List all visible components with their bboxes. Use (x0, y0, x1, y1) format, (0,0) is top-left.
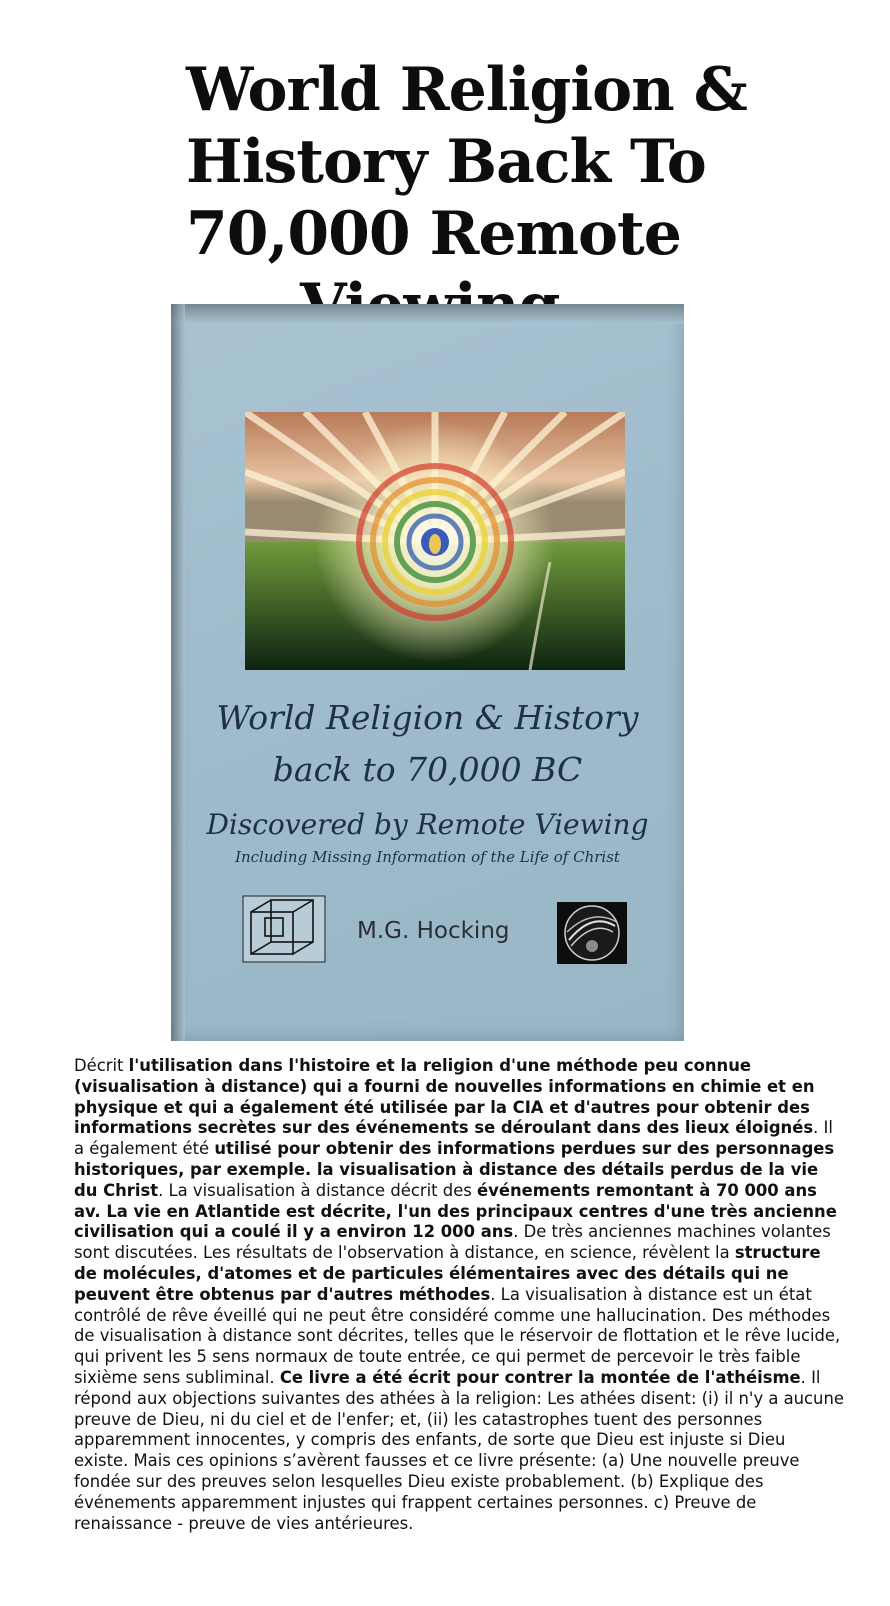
cover-subtitle: Discovered by Remote Viewing (206, 808, 649, 841)
cover-shadow-top (171, 304, 684, 324)
book-description (74, 1056, 844, 1534)
book-cover-image (171, 304, 684, 1041)
cover-illustration (245, 412, 625, 670)
description-bold-segment: événements remontant à 70 000 ans av. La vie en Atlantide est décrite, l'un des principaux centres d'une très ancienne civilisation qui a coulé il y a environ 12 000 ans (74, 1180, 837, 1242)
description-segment: . De très anciennes machines volantes sont discutées. Les résultats de l'observation à distance, en science, révèlent la (74, 1222, 831, 1263)
description-segment: . Il répond aux objections suivantes des athées à la religion: Les athées disent: (i) il n'y a aucune preuve de Dieu, ni du ciel et de l'enfer; et, (ii) les catastrophes tuent des personnes apparemment innocentes, y compris des enfants, de sorte que Dieu est injuste si Dieu existe. Mais ces opinions s’avèrent fausses et ce livre présente: (a) Une nouvelle preuve fondée sur des preuves selon lesquelles Dieu existe probablement. (b) Explique des événements apparemment injustes qui frappent certaines personnes. c) Preuve de renaissance - preuve de vies antérieures. (74, 1367, 844, 1533)
hypercube-icon (241, 894, 327, 964)
description-bold-segment: l'utilisation dans l'histoire et la religion d'une méthode peu connue (visualisation à distance) qui a fourni de nouvelles informations en chimie et en physique et qui a également été utilisée par la CIA et d'autres pour obtenir des informations secrètes sur des événements se déroulant dans des lieux éloignés (74, 1056, 815, 1138)
cover-title-line-1: World Religion & History (216, 698, 639, 737)
description-bold-segment: structure de molécules, d'atomes et de particules élémentaires avec des détails qui ne peuvent être obtenus par d'autres méthodes (74, 1243, 821, 1304)
description-segment: Décrit (74, 1056, 129, 1075)
radiant-figure-illustration (245, 412, 625, 670)
page-title (150, 54, 770, 342)
page-title-line-1: World Religion & (186, 55, 747, 126)
publisher-logo-icon (557, 902, 627, 964)
page-title-line-2: History Back To (186, 127, 706, 198)
description-segment: . La visualisation à distance décrit des (158, 1180, 478, 1200)
cover-tagline: Including Missing Information of the Life of Christ (235, 848, 620, 866)
page-title-line-3: 70,000 Remote (186, 199, 681, 270)
cover-author: M.G. Hocking (357, 918, 510, 944)
cover-title-line-2: back to 70,000 BC (272, 750, 583, 789)
description-segment: . Il a également été (74, 1118, 833, 1159)
cover-shadow-left (171, 304, 185, 1041)
description-bold-segment: Ce livre a été écrit pour contrer la montée de l'athéisme (279, 1367, 801, 1387)
description-segment: . La visualisation à distance est un état contrôlé de rêve éveillé qui ne peut être considéré comme une hallucination. Des méthodes de visualisation à distance sont décrites, telles que le réservoir de flottation et le rêve lucide, qui privent les 5 sens normaux de toute entrée, ce qui permet de percevoir le très faible sixième sens subliminal. (74, 1284, 841, 1387)
description-bold-segment: utilisé pour obtenir des informations perdues sur des personnages historiques, par exemple. la visualisation à distance des détails perdus de la vie du Christ (74, 1139, 835, 1200)
